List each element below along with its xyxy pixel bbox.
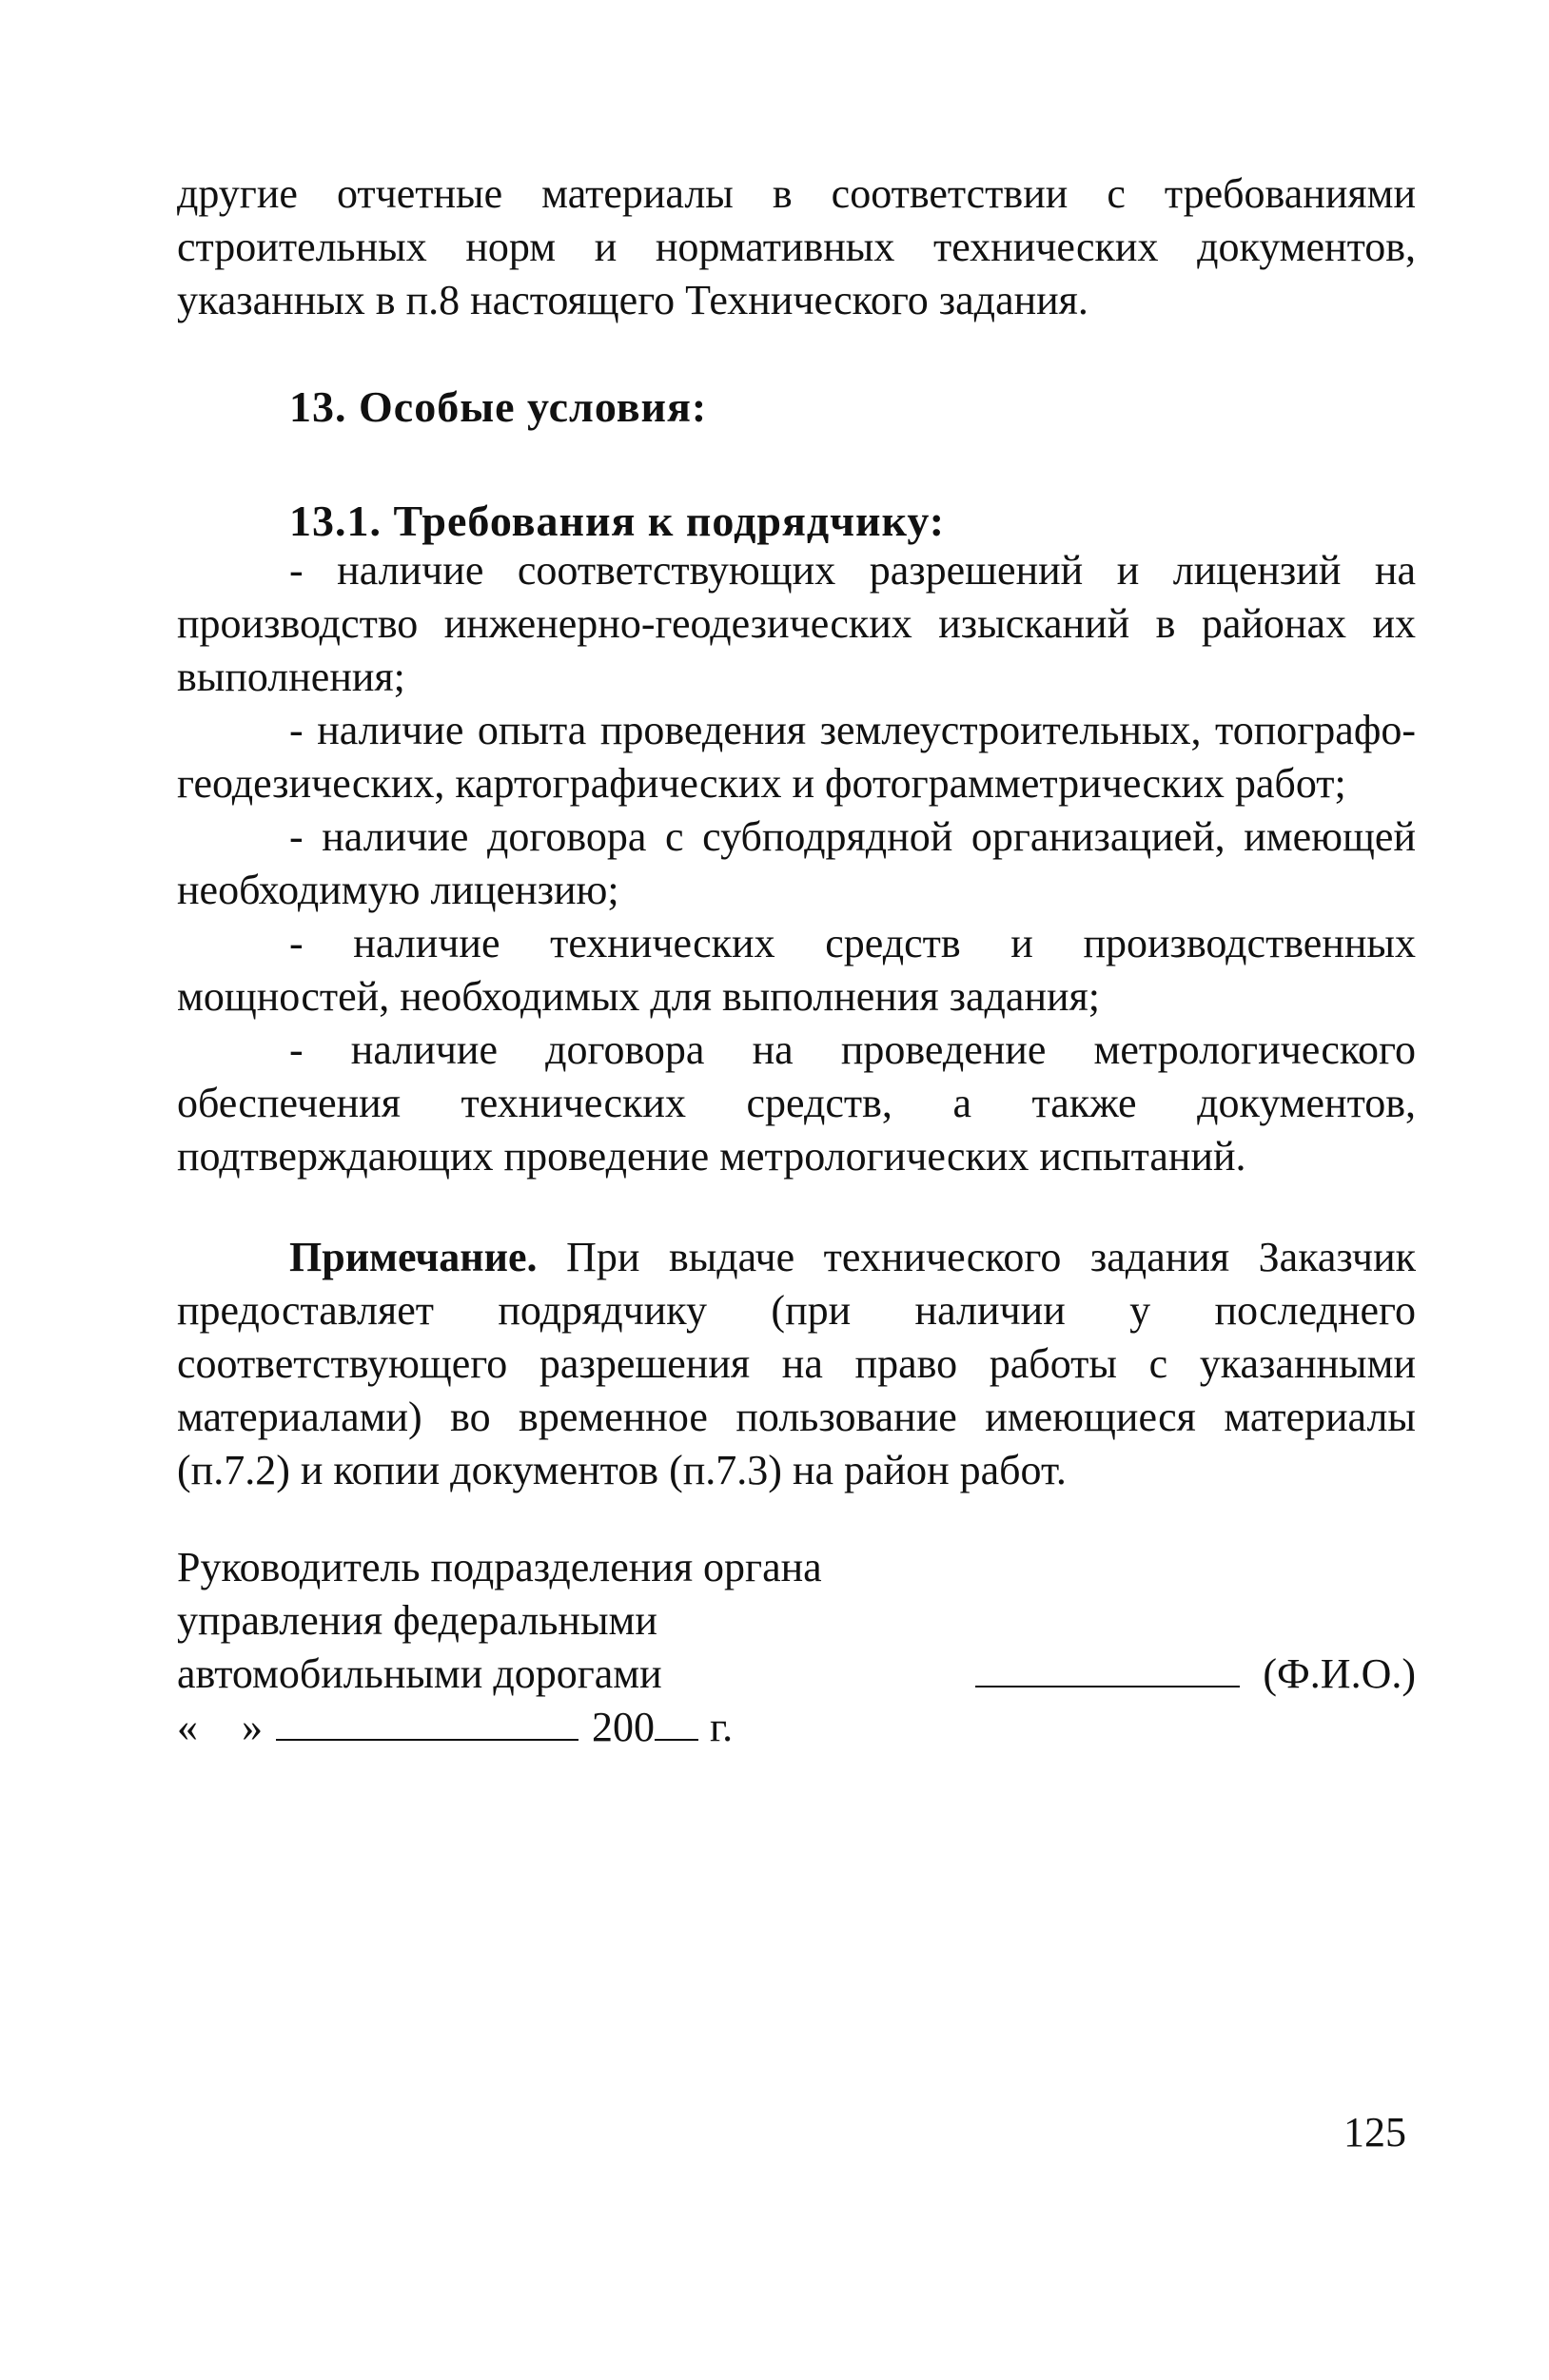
signature-blank-line bbox=[975, 1648, 1240, 1687]
requirement-item: - наличие технических средств и производственных мощностей, необходимых для выполнения задания; bbox=[177, 920, 1416, 1020]
note-text: При выдаче технического задания Заказчик предоставляет подрядчику (при наличии у последнего соответствующего разрешения на право работы с указанными материалами) во временное пользование имеющиеся материалы (п.7.2) и копии документов (п.7.3) на район работ. bbox=[177, 1234, 1416, 1493]
signature-block bbox=[177, 1541, 1416, 1754]
requirement-item: - наличие договора с субподрядной организацией, имеющей необходимую лицензию; bbox=[177, 813, 1416, 913]
page-number: 125 bbox=[1343, 2109, 1406, 2156]
signature-row bbox=[177, 1648, 1416, 1701]
fio-label: (Ф.И.О.) bbox=[1263, 1650, 1416, 1697]
year-prefix: 200 bbox=[592, 1704, 655, 1750]
section-heading: 13. Особые условия: bbox=[289, 382, 708, 431]
signature-title-line-1: Руководитель подразделения органа bbox=[177, 1544, 822, 1590]
signature-title-line-2: управления федеральными bbox=[177, 1597, 657, 1644]
date-quote-close: » bbox=[242, 1704, 263, 1750]
date-month-blank bbox=[276, 1701, 578, 1741]
note-label: Примечание. bbox=[289, 1234, 538, 1280]
subsection-heading: 13.1. Требования к подрядчику: bbox=[289, 497, 946, 545]
requirement-item: - наличие соответствующих разрешений и лицензий на производство инженерно-геодезических изысканий в районах их выполнения; bbox=[177, 547, 1416, 700]
date-quote-open: « bbox=[177, 1704, 198, 1750]
requirement-item: - наличие опыта проведения землеустроительных, топографо-геодезических, картографических и фотограмметрических работ; bbox=[177, 707, 1416, 807]
year-blank bbox=[655, 1701, 698, 1741]
requirements-list bbox=[177, 544, 1416, 1183]
fio-field bbox=[975, 1648, 1416, 1701]
signature-title-line-3: автомобильными дорогами bbox=[177, 1650, 662, 1697]
date-row bbox=[177, 1701, 1416, 1754]
note-paragraph bbox=[177, 1231, 1416, 1497]
intro-paragraph: другие отчетные материалы в соответствии с требованиями строительных норм и нормативных технических документов, указанных в п.8 настоящего Технического задания. bbox=[177, 170, 1416, 323]
requirement-item: - наличие договора на проведение метрологического обеспечения технических средств, а также документов, подтверждающих проведение метрологических испытаний. bbox=[177, 1026, 1416, 1180]
year-suffix: г. bbox=[710, 1704, 734, 1750]
